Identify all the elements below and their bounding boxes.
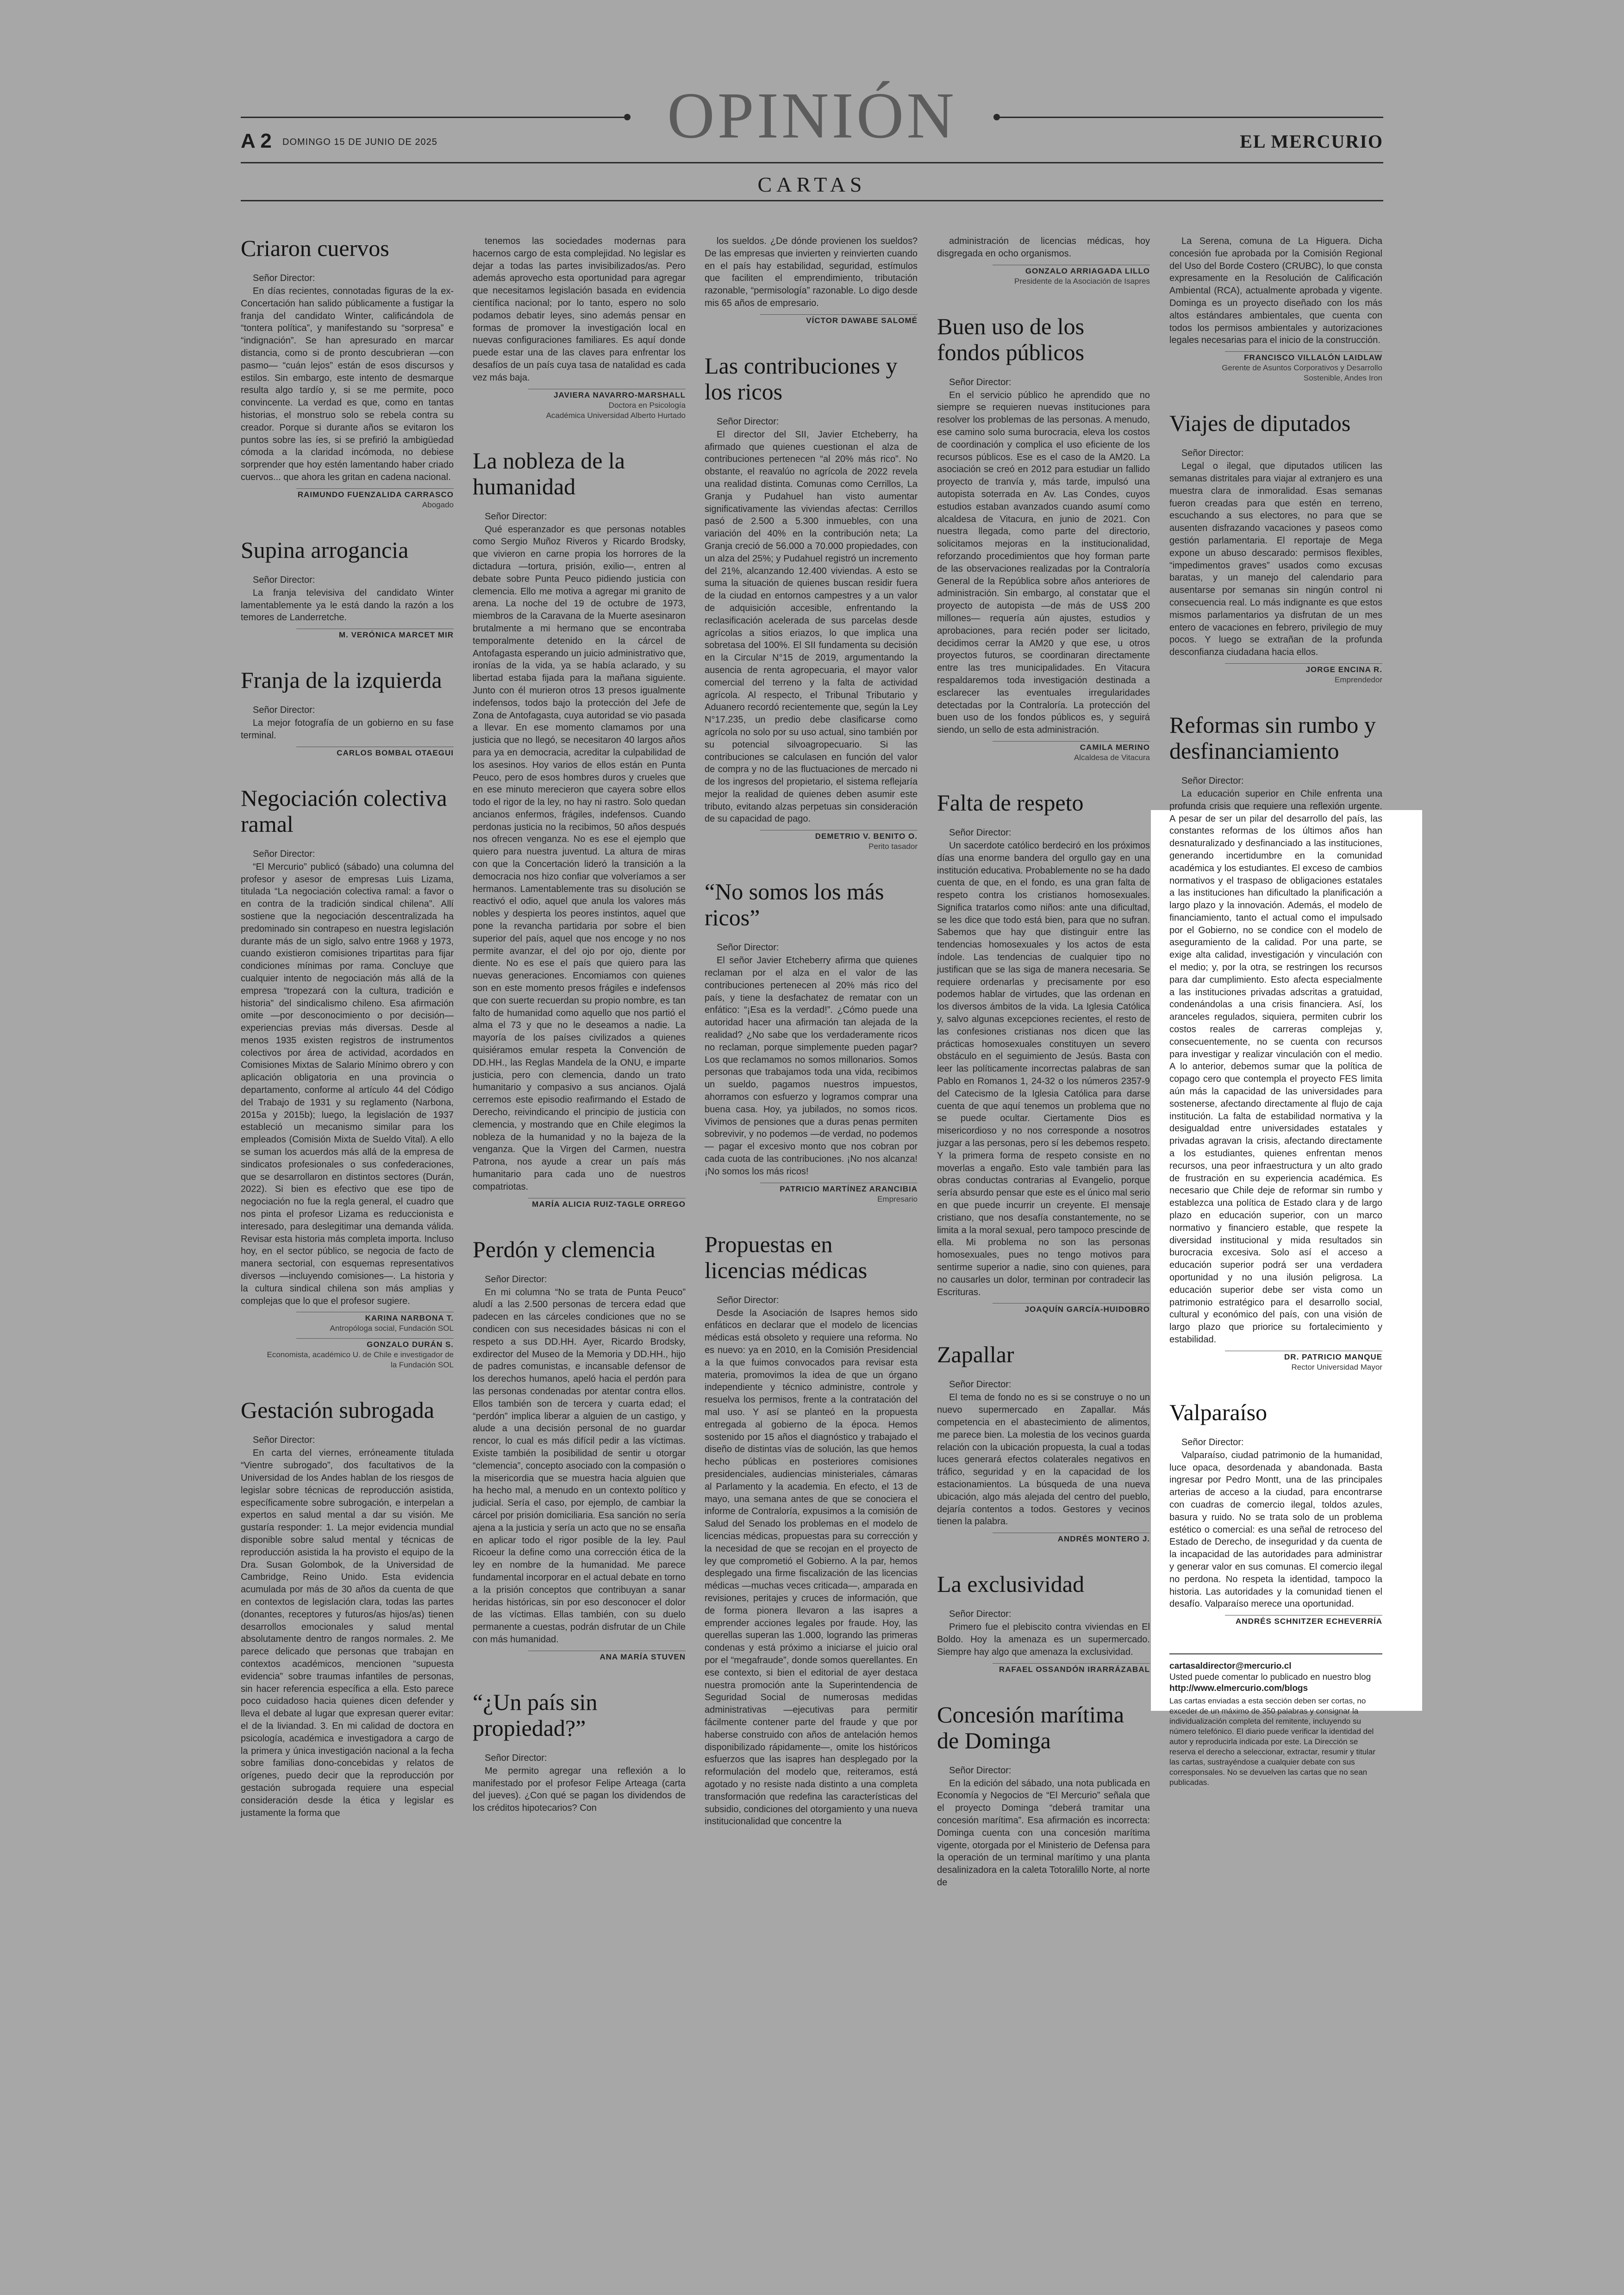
letter: [1169, 235, 1382, 383]
signature-role: Emprendedor: [1334, 675, 1382, 684]
letter-body: “El Mercurio” publicó (sábado) una columna del profesor y asesor de empresas Luis Lizama, titulada “La negociación colectiva ramal: a favor o en contra de la tradición sindical chilena”. Allí sostiene que la negociación descentralizada ha predominado sin contrapeso en nuestra legislación durante más de un siglo, salvo entre 1968 y 1973, cuando existieron comisiones tripartitas para fijar condiciones mínimas por rama. Concluye que cualquier intento de negociación más allá de la empresa “tropezará con la cultura, tradición e historia” del sindicalismo chileno. Esa afirmación omite —por desconocimiento o por decisión— experiencias previas más diversas. Desde al menos 1935 existen registros de instrumentos colectivos por área de actividad, acordados en Comisiones Mixtas de Salario Mínimo obrero y con aplicación obligatoria en una provincia o departamento, conforme al artículo 44 del Código del Trabajo de 1931 y su reglamento (Narbona, 2015a y 2015b); luego, la legislación de 1937 estableció un mecanismo similar para los empleados (Comisión Mixta de Sueldo Vital). A ello se suman los acuerdos más allá de la empresa de sindicatos profesionales o sus confederaciones, que se desarrollaron en distintos sectores (Durán, 2022). Si bien es efectivo que ese tipo de negociación no fue la regla general, el cuadro que nos pinta el profesor Lizama es reduccionista e interesado, para deslegitimar una demanda válida. Revisar esta historia más completa importa. Incluso hoy, en el sector público, se negocia de facto de manera sectorial, con esquemas representativos diversos —incluyendo comisiones—. La historia y la cultura sindical chilena son más amplias y complejas que lo que el profesor sugiere.: [241, 861, 454, 1306]
contact-email[interactable]: cartasaldirector@mercurio.cl: [1169, 1661, 1292, 1671]
salutation: Señor Director:: [949, 1609, 1012, 1620]
letter-body: La educación superior en Chile enfrenta una profunda crisis que requiere una reflexión urgente. A pesar de ser un pilar del desarrollo del país, las constantes reformas de los últimos años han desnaturalizado y desfinanciado a las instituciones, generando incertidumbre en la comunidad académica y los estudiantes. El exceso de cambios normativos y el traspaso de obligaciones estatales a las instituciones han dificultado la planificación a largo plazo y la innovación. Además, el modelo de financiamiento, tanto el actual como el impulsado por el Gobierno, no se condice con el modelo de aseguramiento de la calidad. Por una parte, se exige alta calidad, investigación y vinculación con el medio; y, por la otra, se restringen los recursos para dar cumplimiento. Esto afecta especialmente a las instituciones privadas adscritas a gratuidad, condenándolas a una crisis financiera. Así, los aranceles regulados, siquiera, permiten cubrir los costos reales de carreras complejas y, consecuentemente, no se cuenta con recursos para investigar y realizar vinculación con el medio. A lo anterior, debemos sumar que la política de copago cero que contempla el proyecto FES limita aún más la capacidad de las universidades para sostenerse, afectando directamente al flujo de caja institución. La falta de estabilidad normativa y la desigualdad entre universidades estatales y privadas agravan la crisis, afectando directamente a los estudiantes, quienes enfrentan menos recursos, una peor infraestructura y un alto grado de frustración en su experiencia académica. Es necesario que Chile deje de reformar sin rumbo y establezca una política de Estado clara y de largo plazo en educación superior, con un marco normativo y financiero estable, que respete la diversidad institucional y mida resultados sin burocracia excesiva. Solo así el acceso a educación superior podrá ser una verdadera oportunidad y no una ilusión peligrosa. La educación superior debe ser vista como un patrimonio estratégico para el desarrollo social, cultural y económico del país, con una visión de largo plazo que priorice su fortalecimiento y estabilidad.: [1169, 788, 1382, 1345]
salutation: Señor Director:: [253, 273, 315, 283]
signature-name: GONZALO DURÁN S.: [296, 1338, 454, 1350]
letter-body: Valparaíso, ciudad patrimonio de la humanidad, luce opaca, desordenada y abandonada. Basta ingresar por Pedro Montt, una de las principales arterias de acceso a la ciudad, para encontrarse con cuadras de comercio ilegal, toldos azules, basura y ruido. No se trata solo de un problema estético o comercial: es una señal de retroceso del Estado de Derecho, de inseguridad y da cuenta de la incapacidad de las autoridades para administrar y generar valor en sus comunas. El comercio ilegal no perdona. No respeta la identidad, tampoco la historia. Las autoridades y la comunidad tienen el desafío. Valparaíso merece una oportunidad.: [1169, 1450, 1382, 1609]
letter-title: Reformas sin rumbo y desfinanciamiento: [1169, 711, 1376, 764]
letter-title: “¿Un país sin propiedad?”: [473, 1689, 598, 1741]
signature-role: Empresario: [877, 1194, 918, 1204]
signature-role: Académica Universidad Alberto Hurtado: [546, 411, 686, 420]
salutation: Señor Director:: [485, 1752, 547, 1763]
signature-role: Sostenible, Andes Iron: [1303, 374, 1382, 383]
letter-title: Zapallar: [937, 1341, 1014, 1368]
letter: [241, 667, 454, 758]
salutation: Señor Director:: [1181, 775, 1244, 786]
header-rule-mid: [241, 162, 1383, 163]
salutation: Señor Director:: [717, 1295, 779, 1305]
letter-title: Gestación subrogada: [241, 1397, 434, 1423]
signature-role: Presidente de la Asociación de Isapres: [1014, 276, 1150, 286]
column-2: [473, 235, 686, 1815]
salutation: Señor Director:: [949, 377, 1012, 387]
letter-body: La mejor fotografía de un gobierno en su fase terminal.: [241, 718, 454, 741]
letter-body: Me permito agregar una reflexión a lo manifestado por el profesor Felipe Arteaga (carta del jueves). ¿Con qué se pagan los dividendos de los créditos hipotecarios? Con: [473, 1765, 686, 1814]
salutation: Señor Director:: [717, 942, 779, 953]
letter-body: Primero fue el plebiscito contra viviendas en El Boldo. Hoy la amenaza es un supermercado. Siempre hay algo que amenaza la exclusividad.: [937, 1622, 1150, 1657]
letter-body: tenemos las sociedades modernas para hacernos cargo de esta complejidad. No legislar es dejar a todas las partes invisibilizados/as. Pero además aprovecho esta oportunidad para agregar que necesitamos legislación basada en evidencia científica nacional; por lo tanto, espero no solo podamos debatir leyes, sino además pensar en formas de promover la investigación local en nuevas configuraciones familiares. Es aquí donde puede estar una de las claves para enfrentar los desafíos de un país cuya tasa de natalidad es cada vez más baja.: [473, 236, 686, 383]
letter: [473, 1689, 686, 1815]
letter: [1169, 1399, 1382, 1627]
signature-name: JOAQUÍN GARCÍA-HUIDOBRO: [993, 1303, 1150, 1315]
signature-role: Gerente de Asuntos Corporativos y Desarrollo: [1222, 363, 1382, 373]
letter: [241, 537, 454, 640]
signature-name: ANA MARÍA STUVEN: [528, 1651, 686, 1662]
signature-name: RAFAEL OSSANDÓN IRARRÁZABAL: [993, 1663, 1150, 1675]
letter-title: Valparaíso: [1169, 1399, 1268, 1425]
submission-rules: Las cartas enviadas a esta sección deben ser cortas, no exceder de un máximo de 350 palabras y consignar la individualización completa del remitente, incluyendo su número telefónico. El diario puede verificar la identidad del autor y reproducirla indicada por este. La Dirección se reserva el derecho a seleccionar, extractar, resumir y titular las cartas, sustrayéndose a cualquier debate con sus corresponsales. No se devuelven las cartas que no sean publicadas.: [1169, 1696, 1376, 1787]
signature-name: PATRICIO MARTÍNEZ ARANCIBIA: [760, 1183, 918, 1194]
salutation: Señor Director:: [485, 1274, 547, 1285]
letter: [937, 790, 1150, 1315]
salutation: Señor Director:: [485, 511, 547, 522]
signature-role: la Fundación SOL: [390, 1360, 454, 1370]
signature-name: KARINA NARBONA T.: [296, 1312, 454, 1323]
salutation: Señor Director:: [949, 1765, 1012, 1776]
letter-body: La franja televisiva del candidato Winter lamentablemente ya le está dando la razón a los temores de Landerretche.: [241, 587, 454, 623]
letter-body: El señor Javier Etcheberry afirma que quienes reclaman por el alza en el valor de las contribuciones pertenecen al 20% más rico del país, y tiene la desfachatez de rematar con un enfático: “¡Esa es la verdad!”. ¿Cómo puede una autoridad hacer una afirmación tan alejada de la realidad? ¿No sabe que los verdaderamente ricos no reclaman, porque simplemente pueden pagar? Los que reclamamos no somos millonarios. Somos personas que trabajamos toda una vida, recibimos un sueldo, pagamos nuestros impuestos, ahorramos con esfuerzo y logramos comprar una buena casa. Hoy, ya jubilados, no somos ricos. Vivimos de pensiones que a duras penas permiten sobrevivir, y no podemos —de verdad, no podemos— pagar el excesivo monto que nos cobran por cada cuota de las contribuciones. ¡No nos alcanza! ¡No somos los más ricos!: [705, 955, 918, 1177]
signature-name: MARÍA ALICIA RUIZ-TAGLE ORREGO: [528, 1198, 686, 1210]
salutation: Señor Director:: [717, 416, 779, 427]
signature-name: JORGE ENCINA R.: [1225, 663, 1382, 675]
signature-name: VÍCTOR DAWABE SALOMÉ: [760, 314, 918, 326]
letter-body: En días recientes, connotadas figuras de la ex-Concertación han salido públicamente a fustigar la franja del candidato Winter, calificándola de “tontera política”, y manifestando su “sorpresa” e “indignación”. Se han apresurado en marcar distancia, como si de pronto descubrieran —con pasmo— “cuán lejos” están de esos discursos y estilos. Sin embargo, este intento de desmarque resulta algo tardío y, si se me permite, poco convincente. La verdad es que, como en tantas historias, el monstruo solo se rebela contra su creador. Porque si durante años se evitaron los puntos sobre las íes, si se prefirió la ambigüedad cómoda a la claridad incómoda, no debiese sorprender que hoy estén lamentando haber criado cuervos... que ahora les gritan en cadena nacional.: [241, 286, 454, 482]
letter-body: Un sacerdote católico berdeciró en los próximos días una enorme bandera del orgullo gay en una institución educativa. Probablemente no se ha dado cuenta de que, en el fondo, es una gran falta de respeto contra los cristianos homosexuales. Significa tratarlos como niños: ante una dificultad, se les dice que todo está bien, para que no sufran. Sabemos que hay que distinguir entre las tendencias homosexuales y los actos de esta índole. Las tendencias de cualquier tipo no justifican que se las siga de manera necesaria. Se requiere ordenarlas y precisamente por eso podemos hablar de virtudes, que las ordenan en los diversos ámbitos de la vida. La Iglesia Católica y, salvo algunas excepciones recientes, el resto de las confesiones cristianas nos dicen que las prácticas homosexuales constituyen un severo obstáculo en el seguimiento de Jesús. Basta con leer las políticamente incorrectas palabras de san Pablo en Romanos 1, 24-32 o los números 2357-9 del Catecismo de la Iglesia Católica para darse cuenta de que aquí tenemos un problema que no se puede ocultar. Ciertamente Dios es misericordioso y no nos corresponde a nosotros juzgar a las personas, pero sí les debemos respeto. Y la primera forma de respeto consiste en no moverlas a engaño. Esto vale también para las obras conductas contrarias al Evangelio, porque sería absurdo pensar que este es el único mal serio en que puede incurrir un creyente. El mensaje cristiano, que nos desafía constantemente, no se limita a la moral sexual, pero tampoco prescinde de ella. Mi problema no son las personas homosexuales, pues no tengo motivos para sentirme superior a nadie, sino con quienes, para no causarles un dolor, terminan por contradecir las Escrituras.: [937, 840, 1150, 1297]
signature-name: FRANCISCO VILLALÓN LAIDLAW: [1225, 351, 1382, 363]
signature-name: CARLOS BOMBAL OTAEGUI: [296, 747, 454, 758]
signature-name: DR. PATRICIO MANQUE: [1225, 1351, 1382, 1362]
letter: [473, 448, 686, 1210]
letter-body: En carta del viernes, erróneamente titulada “Vientre subrogado”, dos facultativos de la Universidad de los Andes hablan de los riesgos de legislar sobre técnicas de reproducción asistida, específicamente sobre subrogación, e interpelan a expertos en salud mental a dar su visión. Me gustaría responder: 1. La mejor evidencia mundial disponible sobre salud mental y técnicas de reproducción asistida la ha provisto el equipo de la Dra. Susan Golombok, de la Universidad de Cambridge, Reino Unido. Esta evidencia acumulada por más de 30 años da cuenta de que en contextos de legislación clara, todas las partes (donantes, receptores y futuros/as hijos/as) tienen desarrollos emocionales y salud mental absolutamente dentro de rangos normales. 2. Me parece delicado que personas que trabajan en contextos académicos, mencionen “supuesta evidencia” sobre traumas infantiles de personas, sin hacer referencia específica a ella. Esto parece poco cuidadoso hacia quienes dicen defender y lleva el debate al lugar que expresan querer evitar: el de la liviandad. 3. En mi calidad de doctora en psicología, académica e investigadora a cargo de la primera y única investigación nacional a la fecha sobre familias dono-concebidas y relatos de orígenes, puedo decir que la reproducción por gestación subrogada requiere una especial consideración desde la ética y legislar es justamente la forma que: [241, 1448, 454, 1818]
salutation: Señor Director:: [253, 848, 315, 859]
signature-role: Doctora en Psicología: [608, 400, 686, 410]
signature-name: JAVIERA NAVARRO-MARSHALL: [528, 389, 686, 400]
letter: [473, 1236, 686, 1662]
letter: [1169, 712, 1382, 1372]
blog-url[interactable]: http://www.elmercurio.com/blogs: [1169, 1684, 1308, 1694]
salutation: Señor Director:: [253, 574, 315, 585]
signature-role: Rector Universidad Mayor: [1291, 1362, 1382, 1372]
letter: [241, 1397, 454, 1819]
letter: [937, 1341, 1150, 1544]
letter-title: La exclusividad: [937, 1571, 1084, 1597]
section-title: OPINIÓN: [667, 79, 957, 152]
letter-title: Propuestas en licencias médicas: [705, 1231, 868, 1283]
letter: [937, 1702, 1150, 1889]
letter: [705, 353, 918, 852]
letter: [705, 1231, 918, 1828]
signature-name: ANDRÉS MONTERO J.: [993, 1533, 1150, 1544]
letter-body: La Serena, comuna de La Higuera. Dicha concesión fue aprobada por la Comisión Regional del Uso del Borde Costero (CRUBC), lo que consta expresamente en la Resolución de Calificación Ambiental (RCA), actualmente aprobada y vigente. Dominga es un proyecto diseñado con los más altos estándares ambientales, que cuenta con todos los permisos ambientales y autorizaciones legales necesarias para el inicio de la construcción.: [1169, 236, 1382, 346]
letter-title: Supina arrogancia: [241, 536, 409, 563]
letter-title: Viajes de diputados: [1169, 410, 1351, 437]
letter-title: “No somos los más ricos”: [705, 879, 884, 931]
signature-name: GONZALO ARRIAGADA LILLO: [993, 265, 1150, 276]
letter-body: En mi columna “No se trata de Punta Peuco” aludí a las 2.500 personas de tercera edad que padecen en las cárceles condiciones que no se condicen con sus necesidades básicas ni con el respeto a sus DD.HH. Ayer, Ricardo Brodsky, exdirector del Museo de la Memoria y DD.HH., hijo de padres comunistas, e incansable defensor de los derechos humanos, apeló hacia el perdón para las personas condenadas por atentar contra ellos. Ellos también son de tercera y cuarta edad; el “perdón” implica liberar a alguien de un castigo, y alude a una decisión personal de no guardar rencor, lo cual es más difícil pedir a las víctimas. Existe también la posibilidad de sentir u otorgar “clemencia”, concepto asociado con la compasión o la misericordia que se muestra hacia alguien que ha hecho mal, a menudo en un contexto político y judicial. Sería el caso, por ejemplo, de cambiar la cárcel por prisión domiciliaria. Esa sanción no sería ajena a la justicia y sería un acto que no se ensaña en aplicar todo el rigor posible de la ley. Paul Ricoeur la define como una corrección ética de la ley en nombre de la humanidad. Me parece fundamental incorporar en el actual debate en torno a la prisión conceptos que contribuyan a sanar heridas históricas, sin por eso desconocer el dolor de las víctimas. Ellas también, con su duelo permanente a cuestas, podrán disfrutar de un Chile con más humanidad.: [473, 1287, 686, 1645]
letter: [1169, 410, 1382, 685]
signature-name: RAIMUNDO FUENZALIDA CARRASCO: [296, 488, 454, 500]
signature-role: Economista, académico U. de Chile e investigador de: [267, 1350, 454, 1360]
column-4: [937, 235, 1150, 1889]
signature-name: ANDRÉS SCHNITZER ECHEVERRÍA: [1225, 1615, 1382, 1627]
signature-name: DEMETRIO V. BENITO O.: [760, 830, 918, 842]
salutation: Señor Director:: [949, 1379, 1012, 1390]
letter-title: Criaron cuervos: [241, 235, 389, 261]
salutation: Señor Director:: [253, 705, 315, 716]
letter-title: Las contribuciones y los ricos: [705, 352, 898, 405]
signature-role: Abogado: [422, 500, 454, 509]
letter: [241, 235, 454, 510]
letter: [705, 235, 918, 326]
letter-body: Legal o ilegal, que diputados utilicen las semanas distritales para viajar al extranjero es una muestra clara de inmoralidad. Esas semanas fueron creadas para que estén en terreno, escuchando a sus electores, no para que se ausenten disfrazando vacaciones y paseos como gestión parlamentaria. El reportaje de Mega expone un abuso descarado: permisos flexibles, “impedimentos graves” usados como excusas baratas, y un manejo del calendario para ausentarse por semanas sin ningún control ni consecuencia real. Lo más indignante es que estos mismos parlamentarios ya disfrutan de un mes entero de vacaciones en febrero, privilegio de muy pocos. Y luego se extrañan de la profunda desconfianza ciudadana hacia ellos.: [1169, 461, 1382, 658]
signature-role: Alcaldesa de Vitacura: [1074, 753, 1150, 762]
letter-title: La nobleza de la humanidad: [473, 447, 625, 499]
letter-title: Concesión marítima de Dominga: [937, 1701, 1124, 1753]
footer-note: [1169, 1653, 1382, 1788]
salutation: Señor Director:: [253, 1435, 315, 1446]
salutation: Señor Director:: [1181, 448, 1244, 459]
letter-body: El director del SII, Javier Etcheberry, ha afirmado que quienes cuestionan el alza de contribuciones pertenecen “al 20% más rico”. No obstante, el reavalúo no agrícola de 2022 revela una realidad distinta. Comunas como Cerrillos, La Granja y Pudahuel han visto aumentar significativamente las viviendas afectas: Cerrillos pasó de 2.500 a 5.300 inmuebles, con una variación del 40% en la contribución neta; La Granja creció de 56.000 a 70.000 propiedades, con un alza del 25%; y Pudahuel registró un incremento del 21%, alcanzando 12.400 viviendas. A esto se suma la situación de quienes buscan residir fuera de la ciudad en entornos campestres y a un valor de adquisición accesible, enfrentando la reclasificación acelerada de sus parcelas desde agrícolas a sitios eriazos, lo que implica una sobretasa del 100%. El SII fundamenta su decisión en la Circular N°15 de 2019, argumentando la ausencia de renta agropecuaria, el mayor valor comercial del terreno y la falta de actividad agrícola. Al respecto, el Tribunal Tributario y Aduanero recordó recientemente que, según la Ley N°17.235, un predio debe clasificarse como agrícola no solo por su uso actual, sino también por su potencial silvoagropecuario. Si las contribuciones se calculasen en función del valor de compra y no de las fluctuaciones de mercado ni de los ingresos del propietario, el sistema reflejaría mejor la realidad de quienes deben asumir este tributo, evitando alzas perpetuas sin consideración de su capacidad de pago.: [705, 429, 918, 824]
signature-role: Perito tasador: [868, 842, 918, 851]
signature-name: CAMILA MERINO: [993, 741, 1150, 753]
column-1: [241, 235, 454, 1819]
letter: [937, 1571, 1150, 1674]
salutation: Señor Director:: [949, 827, 1012, 838]
letter-title: Buen uso de los fondos públicos: [937, 313, 1085, 365]
letter: [937, 235, 1150, 287]
letter: [937, 313, 1150, 763]
letter-title: Negociación colectiva ramal: [241, 785, 447, 837]
column-5-letters: [1169, 235, 1382, 1627]
salutation: Señor Director:: [1181, 1437, 1244, 1447]
page-date: DOMINGO 15 DE JUNIO DE 2025: [282, 137, 437, 147]
letter-body: El tema de fondo no es si se construye o no un nuevo supermercado en Zapallar. Más competencia en el abastecimiento de alimentos, me parece bien. La molestia de los vecinos guarda relación con la ubicación propuesta, la cual a todas luces generará efectos colaterales negativos en tráfico, seguridad y en la capacidad de los estacionamientos. La búsqueda de una nueva ubicación, algo más alejada del centro del pueblo, dejaría contentos a todos. Gestores y vecinos tienen la palabra.: [937, 1392, 1150, 1527]
letter: [473, 235, 686, 421]
column-3: [705, 235, 918, 1828]
subsection-title: CARTAS: [757, 173, 867, 196]
header-rule-bottom: [241, 200, 1383, 201]
page-number: A 2: [241, 130, 272, 152]
letter: [705, 879, 918, 1204]
signature-role: Antropóloga social, Fundación SOL: [330, 1324, 454, 1333]
column-5: [1169, 235, 1382, 1788]
newspaper-name: EL MERCURIO: [1240, 131, 1383, 152]
letter-title: Falta de respeto: [937, 789, 1084, 816]
letter-body: administración de licencias médicas, hoy disgregada en ocho organismos.: [937, 236, 1150, 259]
signature-name: M. VERÓNICA MARCET MIR: [296, 629, 454, 640]
letter-body: los sueldos. ¿De dónde provienen los sueldos? De las empresas que invierten y reinvierten cuando en el país hay estabilidad, seguridad, estímulos que faciliten el emprendimiento, tributación razonable, “permisología” razonable. Lo digo desde mis 65 años de empresario.: [705, 236, 918, 308]
letter-body: En la edición del sábado, una nota publicada en Economía y Negocios de “El Mercurio” señala que el proyecto Dominga “deberá tramitar una concesión marítima”. Esa afirmación es incorrecta: Dominga cuenta con una concesión marítima vigente, otorgada por el Ministerio de Defensa para la operación de un terminal marítimo y una planta desalinizadora en la caleta Totoralillo Norte, al norte de: [937, 1778, 1150, 1888]
letter-body: Desde la Asociación de Isapres hemos sido enfáticos en declarar que el modelo de licencias médicas está obsoleto y requiere una reforma. No es nuevo: ya en 2010, en la Comisión Presidencial a la que fuimos convocados para revisar esta materia, promovimos la idea de que un órgano independiente y técnico administre, controle y resuelva los permisos, frente a la contratación del mal uso. Y así se planteó en la propuesta entregada al gobierno de la época. Hemos sostenido por 15 años el diagnóstico y trabajado el diseño de distintas vías de solución, las que hemos hecho públicas en posteriores comisiones presidenciales, audiencias ministeriales, cámaras al Parlamento y la academia. En efecto, el 13 de mayo, una semana antes de que se conociera el informe de Contraloría, expusimos a la comisión de Salud del Senado los problemas en el modelo de licencias médicas, propuestas para su corrección y la necesidad de que se recojan en el proyecto de ley que comprometió el Gobierno. A la par, hemos desplegado una firme fiscalización de las licencias médicas —muchas veces criticada—, amparada en revisiones, peritajes y cruces de información, que de forma pionera llevaron a las isapres a emprender acciones legales por fraude. Hoy, las querellas superan las 1.000, logrando las primeras condenas y está próximo a iniciarse el juicio oral por el “megafraude”, donde somos querellantes. En ese contexto, si bien el editorial de ayer destaca nuestra promoción ante la Superintendencia de Seguridad Social de numerosas medidas administrativas —ejecutivas para permitir fácilmente contener parte del fraude y que por haberse construido con años de antelación hemos disponibilizado rápidamente—, omite los históricos esfuerzos que las isapres han desplegado por la reformulación del modelo que, reiteramos, está agotado y no resiste nada distinto a una completa transformación que redefina las características del subsidio, condiciones del otorgamiento y una nueva institucionalidad que concentre la: [705, 1308, 918, 1827]
letter-body: Qué esperanzador es que personas notables como Sergio Muñoz Riveros y Ricardo Brodsky, que vivieron en carne propia los horrores de la dictadura —tortura, prisión, exilio—, entren al debate sobre Punta Peuco pidiendo justicia con clemencia. Ello me motiva a agregar mi granito de arena. La noche del 19 de octubre de 1973, miembros de la Caravana de la Muerte asesinaron brutalmente a mi hermano que se encontraba temporalmente detenido en la cárcel de Antofagasta esperando un juicio administrativo que, ironías de la vida, ya se había aclarado, y su libertad estaba fijada para la mañana siguiente. Junto con él murieron otros 13 presos igualmente indefensos, todos bajo la protección del Jefe de Zona de Antofagasta, cuya autoridad se vio pasada a llevar. En ese momento clamamos por una justicia que no llegó, se necesitaron 40 largos años para ya en democracia, acreditar la culpabilidad de los asesinos. Hoy varios de ellos están en Punta Peuco, pero de esos hombres duros y crueles que en ese minuto merecieron que cayera sobre ellos todo el rigor de la ley, no hay ni rastro. Solo quedan ancianos enfermos, frágiles, indefensos. Cuando perdonas justicia no la recibimos, 50 años después nos ofrecen venganza. No es ese el ejemplo que quiero para nuestra juventud. La altura de miras con que la Concertación lideró la transición a la democracia nos hizo confiar que volveríamos a ser hermanos. Lamentablemente tras su disolución se reactivó el odio, aquel que anula los valores más nobles y despierta los peores instintos, aquel que pone la revancha partidaria por sobre el bien superior del país, aquel que nos encoge y no nos permite avanzar, el del ojo por ojo, diente por diente. No es ese el país que quiero para las nuevas generaciones. Encomiamos con quienes son en este momento presos frágiles e indefensos que con suerte recuerdan su propio nombre, es tan falto de humanidad como aquello que nos partió el alma el 73 y que no le deseamos a nadie. La mayoría de los países civilizados a quienes quisiéramos emular respeta la Convención de DD.HH., las Reglas Mandela de la ONU, e imparte justicia, pero con clemencia, dando un trato humanitario y compasivo a sus ancianos. Ojalá cerremos este episodio reafirmando el Estado de Derecho, reivindicando el principio de justicia con clemencia, y mostrando que en Chile elegimos la nobleza de la humanidad y no la bajeza de la venganza. Que la Virgen del Carmen, nuestra Patrona, nos ayude a crear un país más humanitario para cada uno de nuestros compatriotas.: [473, 524, 686, 1192]
letter-title: Perdón y clemencia: [473, 1236, 656, 1262]
letter: [241, 785, 454, 1371]
letter-title: Franja de la izquierda: [241, 667, 442, 693]
letter-body: En el servicio público he aprendido que no siempre se requieren nuevas instituciones para resolver los problemas de las personas. A menudo, ese camino solo suma burocracia, eleva los costos de coordinación y complica el uso eficiente de los recursos públicos. Ese es el caso de la AM20. La asociación se creó en 2012 para estudiar un fallido proyecto de tranvía y, más tarde, impulsó una autopista soterrada en Av. Las Condes, cuyos estudios estaban avanzados cuando asumí como alcaldesa de Vitacura, en junio de 2021. Con nuestra llegada, como parte del directorio, solicitamos mejoras en la institucionalidad, reforzando procedimientos que hoy forman parte de las observaciones realizadas por la Contraloría General de la República sobre años anteriores de administración. Sin embargo, al constatar que el proyecto de autopista —de más de US$ 200 millones— requería aún ajustes, estudios y aprobaciones, para recién poder ser licitado, decidimos cerrar la AM20 y que ese, u otros proyectos futuros, se coordinaran directamente entre las tres municipalidades. En Vitacura respaldaremos toda investigación destinada a esclarecer las eventuales irregularidades detectadas por la Contraloría. La protección del buen uso de los fondos públicos es, y seguirá siendo, un sello de esta administración.: [937, 390, 1150, 736]
blog-note: Usted puede comentar lo publicado en nuestro blog: [1169, 1672, 1371, 1683]
